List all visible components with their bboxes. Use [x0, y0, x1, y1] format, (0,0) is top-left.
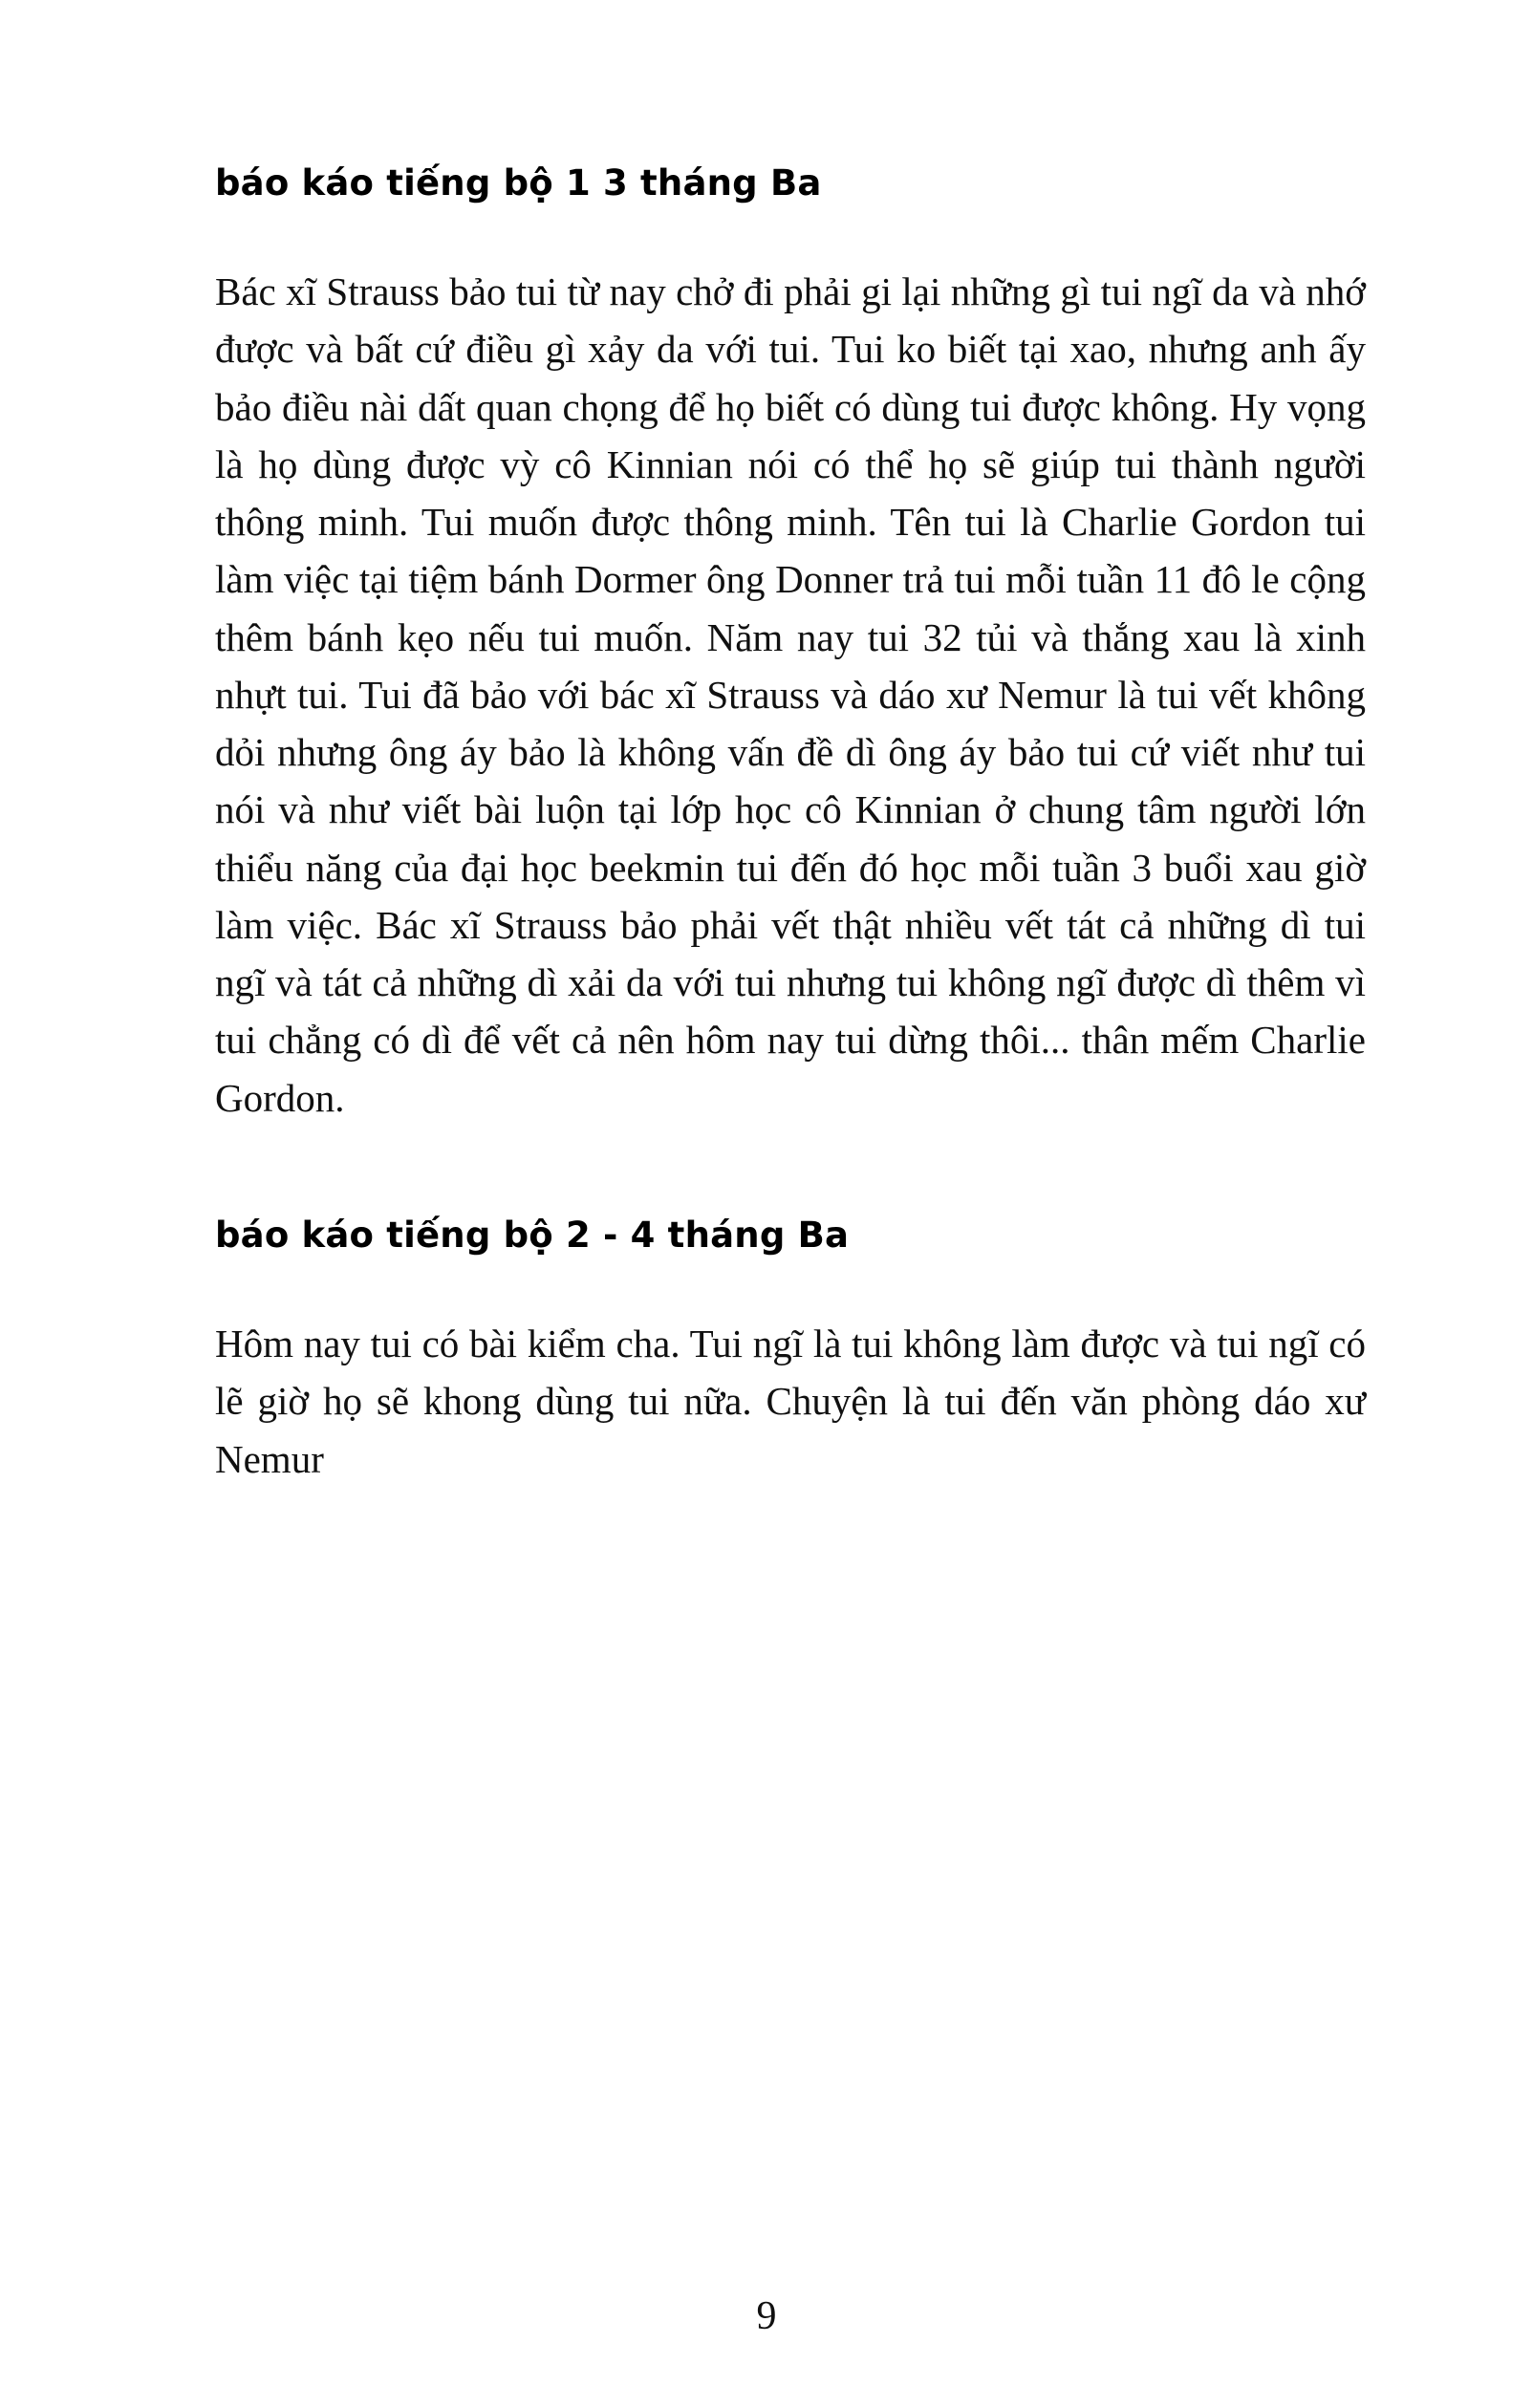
section-heading-1: báo káo tiếng bộ 1 3 tháng Ba [215, 162, 822, 204]
section-heading-2: báo káo tiếng bộ 2 - 4 tháng Ba [215, 1214, 850, 1256]
section-body-2: Hôm nay tui có bài kiểm cha. Tui ngĩ là tui không làm được và tui ngĩ có lẽ giờ họ sẽ khong dùng tui nữa. Chuyện là tui đến văn phòng dáo xư Nemur [215, 1321, 1366, 1481]
section-body-1: Bác xĩ Strauss bảo tui từ nay chở đi phải gi lại những gì tui ngĩ da và nhớ được và bất cứ điều gì xảy da với tui. Tui ko biết tại xao, nhưng anh ấy bảo điều nài dất quan chọng để họ biết có dùng tui được không. Hy vọng là họ dùng được vỳ cô Kinnian nói có thể họ sẽ giúp tui thành người thông minh. Tui muốn được thông minh. Tên tui là Charlie Gordon tui làm việc tại tiệm bánh Dormer ông Donner trả tui mỗi tuần 11 đô le cộng thêm bánh kẹo nếu tui muốn. Năm nay tui 32 tủi và thắng xau là xinh nhựt tui. Tui đã bảo với bác xĩ Strauss và dáo xư Nemur là tui vết không dỏi nhưng ông áy bảo là không vấn đề dì ông áy bảo tui cứ viết như tui nói và như viết bài luộn tại lớp học cô Kinnian ở chung tâm người lớn thiểu năng của đại học beekmin tui đến đó học mỗi tuần 3 buổi xau giờ làm việc. Bác xĩ Strauss bảo phải vết thật nhiều vết tát cả những dì tui ngĩ và tát cả những dì xải da với tui nhưng tui không ngĩ được dì thêm vì tui chẳng có dì để vết cả nên hôm nay tui dừng thôi... thân mếm Charlie Gordon. [215, 269, 1366, 1120]
page-number: 9 [756, 2294, 777, 2338]
